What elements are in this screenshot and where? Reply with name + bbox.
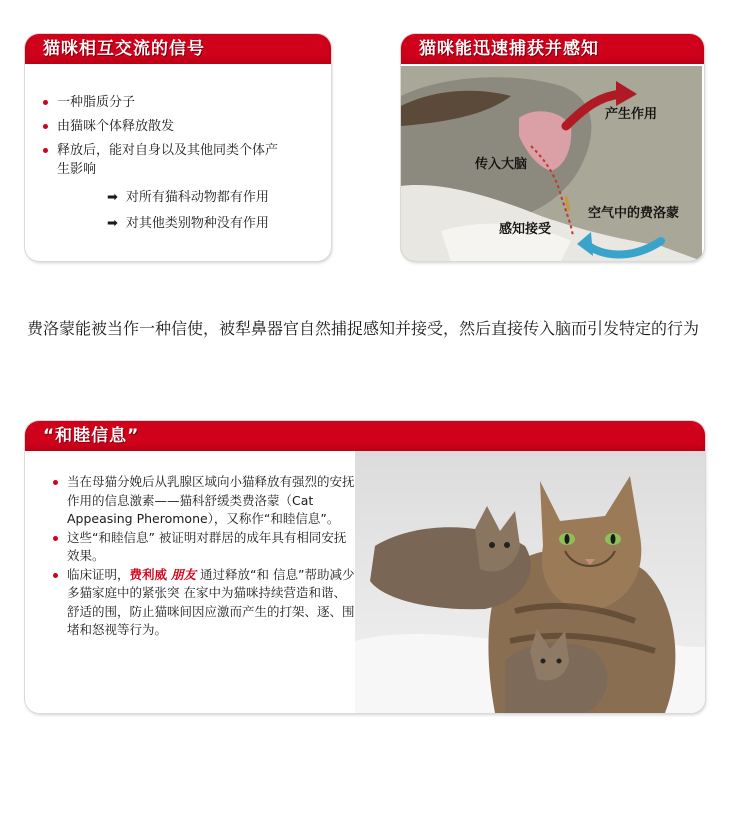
- sub-item: ➡ 对所有猫科动物都有作用: [107, 190, 269, 205]
- arrow-right-icon: ➡: [107, 216, 118, 231]
- bullet-prefix: 临床证明，: [67, 566, 130, 582]
- harmony-bullets: [47, 473, 357, 640]
- card-title: 猫咪相互交流的信号: [25, 34, 331, 66]
- bullet-item: 由猫咪个体释放散发: [37, 117, 317, 136]
- bullet-item: [47, 566, 357, 640]
- description-paragraph: 费洛蒙能被当作一种信使，被犁鼻器官自然捕捉感知并接受，然后直接传入脑而引发特定的行为: [27, 319, 700, 338]
- label-effect: 产生作用: [605, 107, 658, 122]
- bullet-item: 一种脂质分子: [37, 93, 317, 112]
- label-air-pheromone: 空气中的费洛蒙: [588, 206, 680, 221]
- perception-card: [401, 34, 704, 261]
- bullet-item: 释放后，能对自身以及其他同类个体产生影响: [37, 141, 287, 179]
- harmony-info-card: [25, 421, 705, 713]
- cat-illustration-svg: [401, 66, 702, 261]
- cat-family-photo: [355, 451, 705, 713]
- card-title: “和睦信息”: [25, 421, 705, 453]
- pheromone-signal-card: [25, 34, 331, 261]
- cat-nose-illustration: [401, 66, 702, 261]
- label-to-brain: 传入大脑: [475, 157, 528, 172]
- brand-name: 费利威: [129, 566, 168, 582]
- cat-photo-svg: [355, 451, 705, 713]
- bullet-item: 当在母猫分娩后从乳腺区域向小猫释放有强烈的安抚作用的信息激素——猫科舒缓类费洛蒙（Cat Appeasing Pheromone），又称作“和睦信息”。: [47, 473, 357, 529]
- label-perceive: 感知接受: [499, 222, 552, 237]
- bullet-rest: 通过释放“和 信息”帮助减少多猫家庭中的紧张突 在家中为猫咪持续营造和谐、舒适的围，防止猫咪间因应激而产生的打架、逐、围堵和怒视等行为。: [67, 566, 355, 637]
- bullet-item: 这些“和睦信息” 被证明对群居的成年具有相同安抚效果。: [47, 529, 357, 566]
- card-title: 猫咪能迅速捕获并感知: [401, 34, 704, 66]
- arrow-right-icon: ➡: [107, 190, 118, 205]
- brand-name-suffix: 朋友: [171, 566, 197, 582]
- sub-item: ➡ 对其他类别物种没有作用: [107, 216, 269, 231]
